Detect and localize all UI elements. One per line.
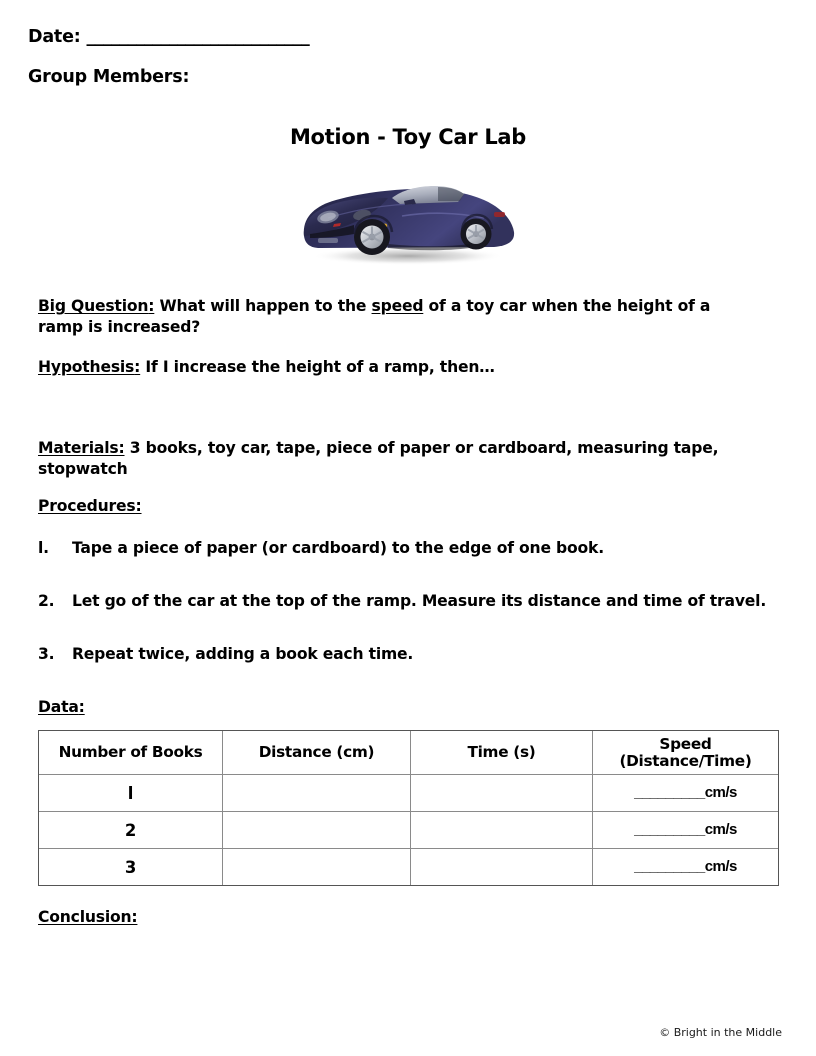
cell-time-input[interactable] bbox=[411, 849, 593, 886]
hypothesis-prompt-text: If I increase the height of a ramp, then… bbox=[140, 358, 495, 376]
cell-number-of-books: 3 bbox=[39, 849, 223, 886]
toy-car-photo bbox=[288, 168, 528, 268]
cell-time-input[interactable] bbox=[411, 775, 593, 812]
column-header-time: Time (s) bbox=[411, 731, 593, 775]
step-text: Tape a piece of paper (or cardboard) to the edge of one book. bbox=[72, 539, 604, 557]
materials-label: Materials: bbox=[38, 439, 125, 457]
table-row bbox=[39, 849, 779, 886]
cell-speed-input[interactable]: _________cm/s bbox=[593, 812, 779, 849]
hypothesis-label: Hypothesis: bbox=[38, 358, 141, 376]
big-question-block bbox=[38, 296, 754, 338]
column-header-speed: Speed (Distance/Time) bbox=[593, 731, 779, 775]
date-label: Date: bbox=[28, 27, 81, 47]
big-question-emphasis-speed: speed bbox=[371, 297, 424, 315]
conclusion-heading bbox=[38, 907, 137, 928]
step-text: Let go of the car at the top of the ramp. Measure its distance and time of travel. bbox=[72, 592, 767, 610]
data-heading bbox=[38, 697, 85, 718]
procedure-step bbox=[38, 538, 768, 559]
procedure-step bbox=[38, 644, 768, 665]
cell-distance-input[interactable] bbox=[223, 812, 411, 849]
step-number: 3. bbox=[38, 645, 55, 663]
conclusion-label: Conclusion: bbox=[38, 908, 138, 926]
table-row bbox=[39, 812, 779, 849]
date-field-line bbox=[28, 26, 309, 48]
table-row bbox=[39, 775, 779, 812]
big-question-label: Big Question: bbox=[38, 297, 155, 315]
cell-distance-input[interactable] bbox=[223, 849, 411, 886]
materials-block bbox=[38, 438, 754, 480]
column-header-number-of-books: Number of Books bbox=[39, 731, 223, 775]
cell-number-of-books: l bbox=[39, 775, 223, 812]
date-blank[interactable]: ___________________________ bbox=[86, 27, 310, 47]
copyright-credit: © Bright in the Middle bbox=[659, 1026, 782, 1039]
step-number: l. bbox=[38, 539, 49, 557]
procedures-label: Procedures: bbox=[38, 497, 142, 515]
table-header-row bbox=[39, 731, 779, 775]
step-number: 2. bbox=[38, 592, 55, 610]
data-table bbox=[38, 730, 779, 886]
data-label: Data: bbox=[38, 698, 85, 716]
cell-number-of-books: 2 bbox=[39, 812, 223, 849]
materials-list-text: 3 books, toy car, tape, piece of paper or cardboard, measuring tape, stopwatch bbox=[38, 439, 719, 478]
hypothesis-block bbox=[38, 357, 754, 378]
column-header-distance: Distance (cm) bbox=[223, 731, 411, 775]
cell-time-input[interactable] bbox=[411, 812, 593, 849]
procedure-step bbox=[38, 591, 768, 612]
step-text: Repeat twice, adding a book each time. bbox=[72, 645, 414, 663]
big-question-text-before: What will happen to the bbox=[154, 297, 372, 315]
cell-distance-input[interactable] bbox=[223, 775, 411, 812]
group-members-line bbox=[28, 66, 189, 88]
page-title: Motion - Toy Car Lab bbox=[289, 125, 527, 149]
cell-speed-input[interactable]: _________cm/s bbox=[593, 849, 779, 886]
big-question-text-after: of a toy car when the height of a ramp is increased? bbox=[38, 297, 711, 336]
cell-speed-input[interactable]: _________cm/s bbox=[593, 775, 779, 812]
procedures-heading bbox=[38, 496, 754, 517]
group-members-label: Group Members: bbox=[28, 67, 190, 87]
